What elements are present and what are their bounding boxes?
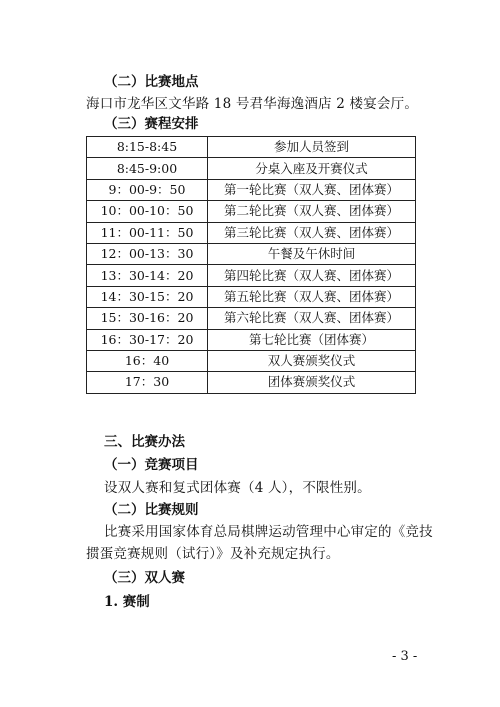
schedule-time: 8:15-8:45 [87, 137, 208, 158]
schedule-activity: 第一轮比赛（双人赛、团体赛） [208, 179, 416, 200]
schedule-time: 9：00-9：50 [87, 179, 208, 200]
table-row [87, 137, 416, 158]
table-row [87, 265, 416, 286]
schedule-time: 15：30-16：20 [87, 308, 208, 329]
schedule-time: 13：30-14：20 [87, 265, 208, 286]
schedule-activity: 参加人员签到 [208, 137, 416, 158]
table-row [87, 372, 416, 393]
table-row [87, 286, 416, 307]
rules-heading: （二）比赛规则 [104, 502, 199, 518]
schedule-table [86, 136, 416, 394]
table-row [87, 350, 416, 371]
schedule-time: 12：00-13：30 [87, 243, 208, 264]
schedule-time: 14：30-15：20 [87, 286, 208, 307]
table-row [87, 243, 416, 264]
schedule-activity: 第六轮比赛（双人赛、团体赛） [208, 308, 416, 329]
schedule-time: 17：30 [87, 372, 208, 393]
events-heading: （一）竞赛项目 [104, 457, 199, 473]
schedule-activity: 午餐及午休时间 [208, 243, 416, 264]
rules-text-line-1: 比赛采用国家体育总局棋牌运动管理中心审定的《竞技 [104, 524, 433, 540]
venue-heading: （二）比赛地点 [104, 74, 199, 90]
schedule-time: 16：30-17：20 [87, 329, 208, 350]
schedule-activity: 第三轮比赛（双人赛、团体赛） [208, 222, 416, 243]
schedule-time: 11：00-11：50 [87, 222, 208, 243]
format-heading: 1. 赛制 [104, 594, 150, 610]
schedule-activity: 第五轮比赛（双人赛、团体赛） [208, 286, 416, 307]
table-row [87, 201, 416, 222]
table-row [87, 308, 416, 329]
schedule-activity: 第四轮比赛（双人赛、团体赛） [208, 265, 416, 286]
pairs-heading: （三）双人赛 [104, 570, 185, 586]
events-text: 设双人赛和复式团体赛（4 人），不限性别。 [104, 480, 371, 496]
table-row [87, 222, 416, 243]
schedule-activity: 分桌入座及开赛仪式 [208, 158, 416, 179]
schedule-activity: 第二轮比赛（双人赛、团体赛） [208, 201, 416, 222]
page-number: - 3 - [392, 649, 418, 664]
table-row [87, 329, 416, 350]
table-row [87, 179, 416, 200]
schedule-activity: 第七轮比赛（团体赛） [208, 329, 416, 350]
method-heading: 三、比赛办法 [104, 434, 185, 450]
schedule-time: 10：00-10：50 [87, 201, 208, 222]
rules-text-line-2: 掼蛋竞赛规则（试行）》及补充规定执行。 [86, 546, 340, 562]
schedule-activity: 双人赛颁奖仪式 [208, 350, 416, 371]
table-row [87, 158, 416, 179]
schedule-heading: （三）赛程安排 [104, 116, 199, 132]
schedule-activity: 团体赛颁奖仪式 [208, 372, 416, 393]
schedule-time: 16：40 [87, 350, 208, 371]
schedule-time: 8:45-9:00 [87, 158, 208, 179]
venue-text: 海口市龙华区文华路 18 号君华海逸酒店 2 楼宴会厅。 [86, 96, 419, 112]
